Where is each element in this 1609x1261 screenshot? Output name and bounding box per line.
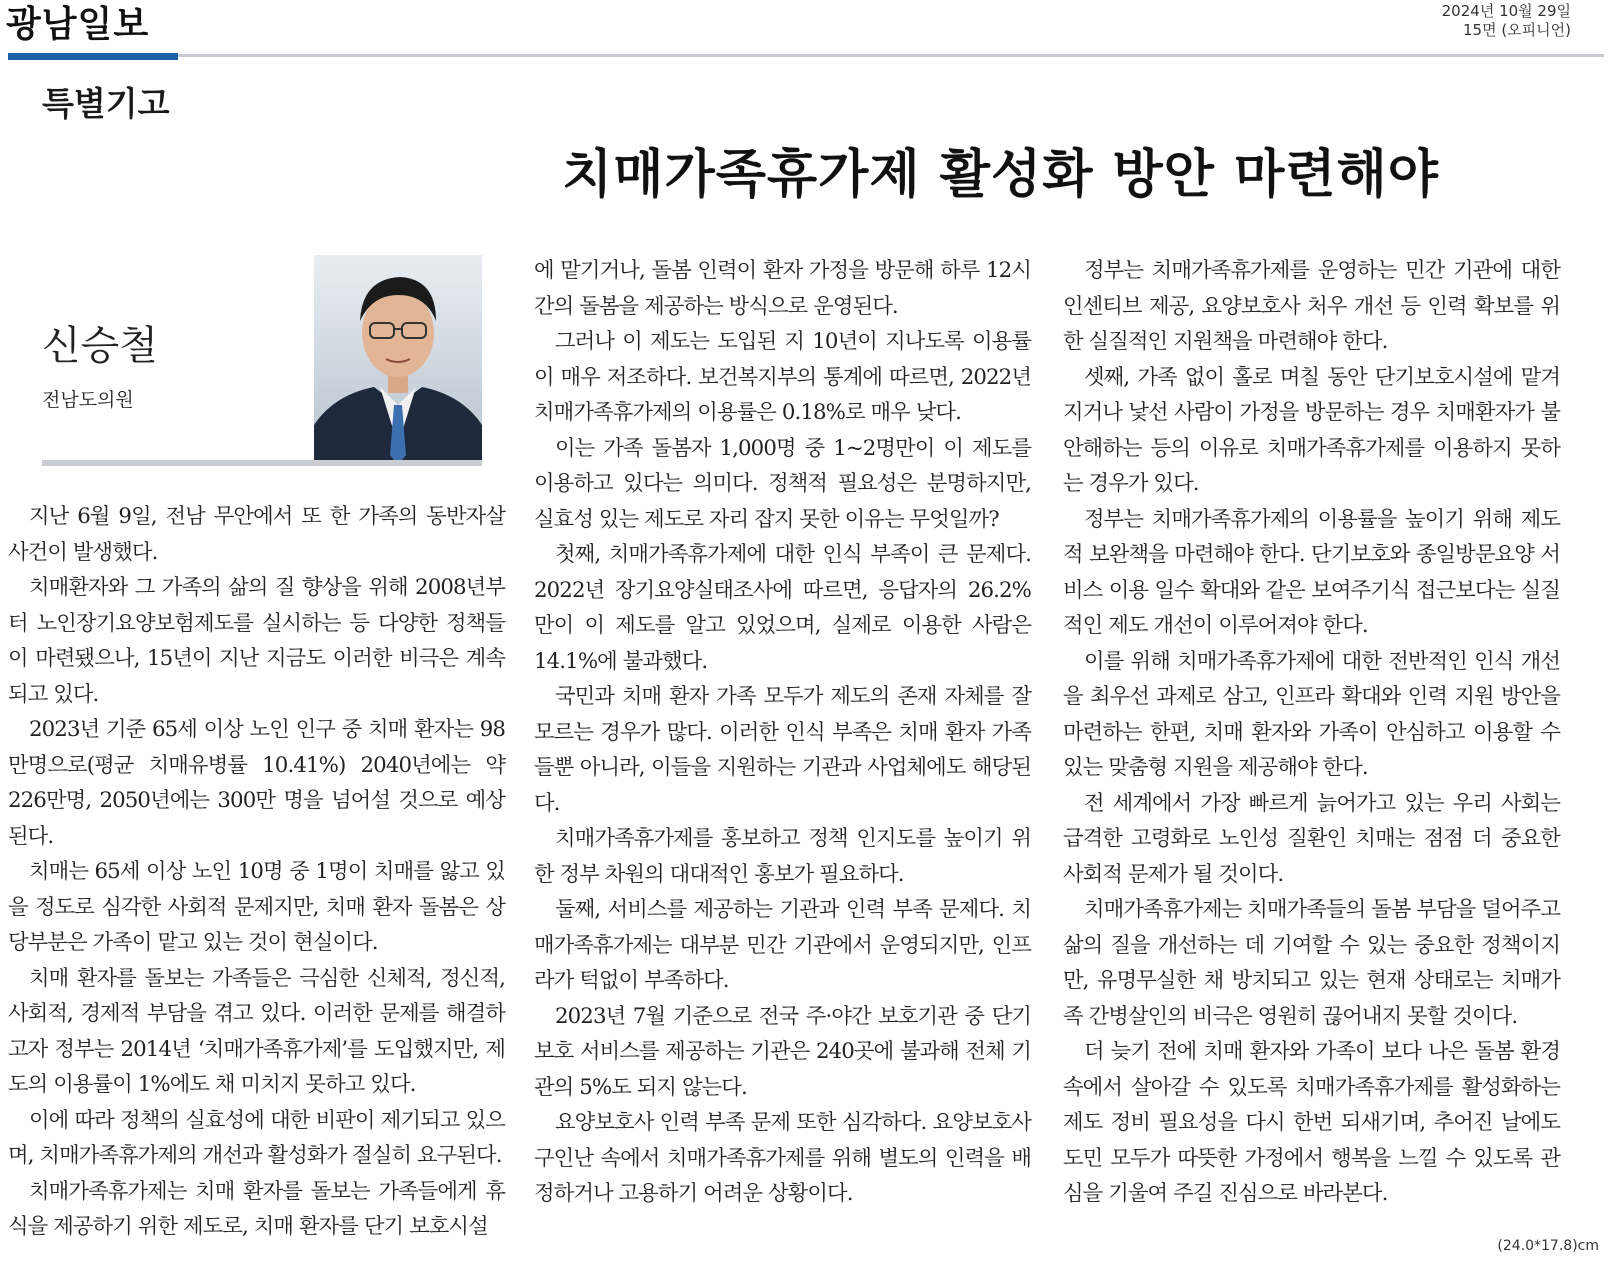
paragraph: 치매가족휴가제는 치매가족들의 돌봄 부담을 덜어주고 삶의 질을 개선하는 데 기여할 수 있는 중요한 정책이지만, 유명무실한 채 방치되고 있는 현재 상태로는 치매가족 간병살인의 비극은 영원히 끊어내지 못할 것이다. [1063,897,1560,1029]
paragraph: 셋째, 가족 없이 홀로 며칠 동안 단기보호시설에 맡겨지거나 낯선 사람이 가정을 방문하는 경우 치매환자가 불안해하는 등의 이유로 치매가족휴가제를 이용하지 못하는 경우가 있다. [1063,364,1560,496]
paragraph: 전 세계에서 가장 빠르게 늙어가고 있는 우리 사회는 급격한 고령화로 노인성 질환인 치매는 점점 더 중요한 사회적 문제가 될 것이다. [1063,790,1560,887]
paragraph: 치매가족휴가제를 홍보하고 정책 인지도를 높이기 위한 정부 차원의 대대적인 홍보가 필요하다. [534,826,1031,887]
author-name: 신승철 [42,323,158,369]
paragraph: 국민과 치매 환자 가족 모두가 제도의 존재 자체를 잘 모르는 경우가 많다. 이러한 인식 부족은 치매 환자 가족들뿐 아니라, 이들을 지원하는 기관과 사업체에도 해당된다. [534,684,1031,816]
paragraph: 지난 6월 9일, 전남 무안에서 또 한 가족의 동반자살 사건이 발생했다. [8,504,505,565]
paragraph: 2023년 7월 기준으로 전국 주·야간 보호기관 중 단기보호 서비스를 제공하는 기관은 240곳에 불과해 전체 기관의 5%도 되지 않는다. [534,1003,1031,1100]
paragraph: 그러나 이 제도는 도입된 지 10년이 지나도록 이용률이 매우 저조하다. 보건복지부의 통계에 따르면, 2022년 치매가족휴가제의 이용률은 0.18%로 매우 낮다. [534,329,1031,425]
clipping-size-note: (24.0*17.8)cm [1497,1238,1599,1254]
author-portrait [314,255,482,465]
paragraph: 이에 따라 정책의 실효성에 대한 비판이 제기되고 있으며, 치매가족휴가제의 개선과 활성화가 절실히 요구된다. [8,1107,505,1168]
article-column-2 [534,253,1031,1212]
paragraph: 요양보호사 인력 부족 문제 또한 심각하다. 요양보호사 구인난 속에서 치매가족휴가제를 위해 별도의 인력을 배정하거나 고용하기 어려운 상황이다. [534,1110,1031,1206]
dateline [1442,2,1571,40]
article-column-3 [1063,253,1560,1212]
paragraph: 둘째, 서비스를 제공하는 기관과 인력 부족 문제다. 치매가족휴가제는 대부분 민간 기관에서 운영되지만, 인프라가 턱없이 부족하다. [534,897,1031,993]
page-section: 15면 (오피니언) [1462,21,1571,39]
paragraph: 정부는 치매가족휴가제의 이용률을 높이기 위해 제도적 보완책을 마련해야 한다. 단기보호와 종일방문요양 서비스 이용 일수 확대와 같은 보여주기식 접근보다는 실질적인 제도 개선이 이루어져야 한다. [1063,506,1560,638]
header-rule [8,54,1604,57]
paragraph: 에 맡기거나, 돌봄 인력이 환자 가정을 방문해 하루 12시간의 돌봄을 제공하는 방식으로 운영된다. [534,258,1031,319]
paragraph: 첫째, 치매가족휴가제에 대한 인식 부족이 큰 문제다. 2022년 장기요양실태조사에 따르면, 응답자의 26.2%만이 이 제도를 알고 있었으며, 실제로 이용한 사람은 14.1%에 불과했다. [534,542,1031,674]
newspaper-masthead: 광남일보 [6,4,150,45]
paragraph: 치매는 65세 이상 노인 10명 중 1명이 치매를 앓고 있을 정도로 심각한 사회적 문제지만, 치매 환자 돌봄은 상당부분은 가족이 맡고 있는 것이 현실이다. [8,859,505,955]
section-label: 특별기고 [42,84,170,123]
paragraph: 치매가족휴가제는 치매 환자를 돌보는 가족들에게 휴식을 제공하기 위한 제도로, 치매 환자를 단기 보호시설 [8,1178,505,1239]
paragraph: 이를 위해 치매가족휴가제에 대한 전반적인 인식 개선을 최우선 과제로 삼고, 인프라 확대와 인력 지원 방안을 마련하는 한편, 치매 환자와 가족이 안심하고 이용할 수 있는 맞춤형 지원을 제공해야 한다. [1063,648,1560,780]
paragraph: 정부는 치매가족휴가제를 운영하는 민간 기관에 대한 인센티브 제공, 요양보호사 처우 개선 등 인력 확보를 위한 실질적인 지원책을 마련해야 한다. [1063,258,1560,354]
paragraph: 더 늦기 전에 치매 환자와 가족이 보다 나은 돌봄 환경 속에서 살아갈 수 있도록 치매가족휴가제를 활성화하는 제도 정비 필요성을 다시 한번 되새기며, 추어진 날에도 도민 모두가 따뜻한 가정에서 행복을 느낄 수 있도록 관심을 기울여 주길 진심으로 바라본다. [1063,1039,1560,1206]
portrait-image [314,255,482,465]
header-accent-bar [8,53,178,60]
author-title: 전남도의원 [42,389,134,411]
paragraph: 치매환자와 그 가족의 삶의 질 향상을 위해 2008년부터 노인장기요양보험제도를 실시하는 등 다양한 정책들이 마련됐으나, 15년이 지난 지금도 이러한 비극은 계속되고 있다. [8,575,505,707]
paragraph: 치매 환자를 돌보는 가족들은 극심한 신체적, 정신적, 사회적, 경제적 부담을 겪고 있다. 이러한 문제를 해결하고자 정부는 2014년 ‘치매가족휴가제’를 도입했지만, 제도의 이용률이 1%에도 채 미치지 못하고 있다. [8,965,505,1097]
paragraph: 이는 가족 돌봄자 1,000명 중 1~2명만이 이 제도를 이용하고 있다는 의미다. 정책적 필요성은 분명하지만, 실효성 있는 제도로 자리 잡지 못한 이유는 무엇일까? [534,435,1031,532]
article-headline: 치매가족휴가제 활성화 방안 마련해야 [562,145,1440,205]
issue-date: 2024년 10월 29일 [1441,2,1571,20]
article-column-1 [8,499,505,1245]
byline-rule [42,460,482,466]
paragraph: 2023년 기준 65세 이상 노인 인구 중 치매 환자는 98만명으로(평균 치매유병률 10.41%) 2040년에는 약 226만명, 2050년에는 300만 명을 넘어설 것으로 예상된다. [8,717,505,849]
